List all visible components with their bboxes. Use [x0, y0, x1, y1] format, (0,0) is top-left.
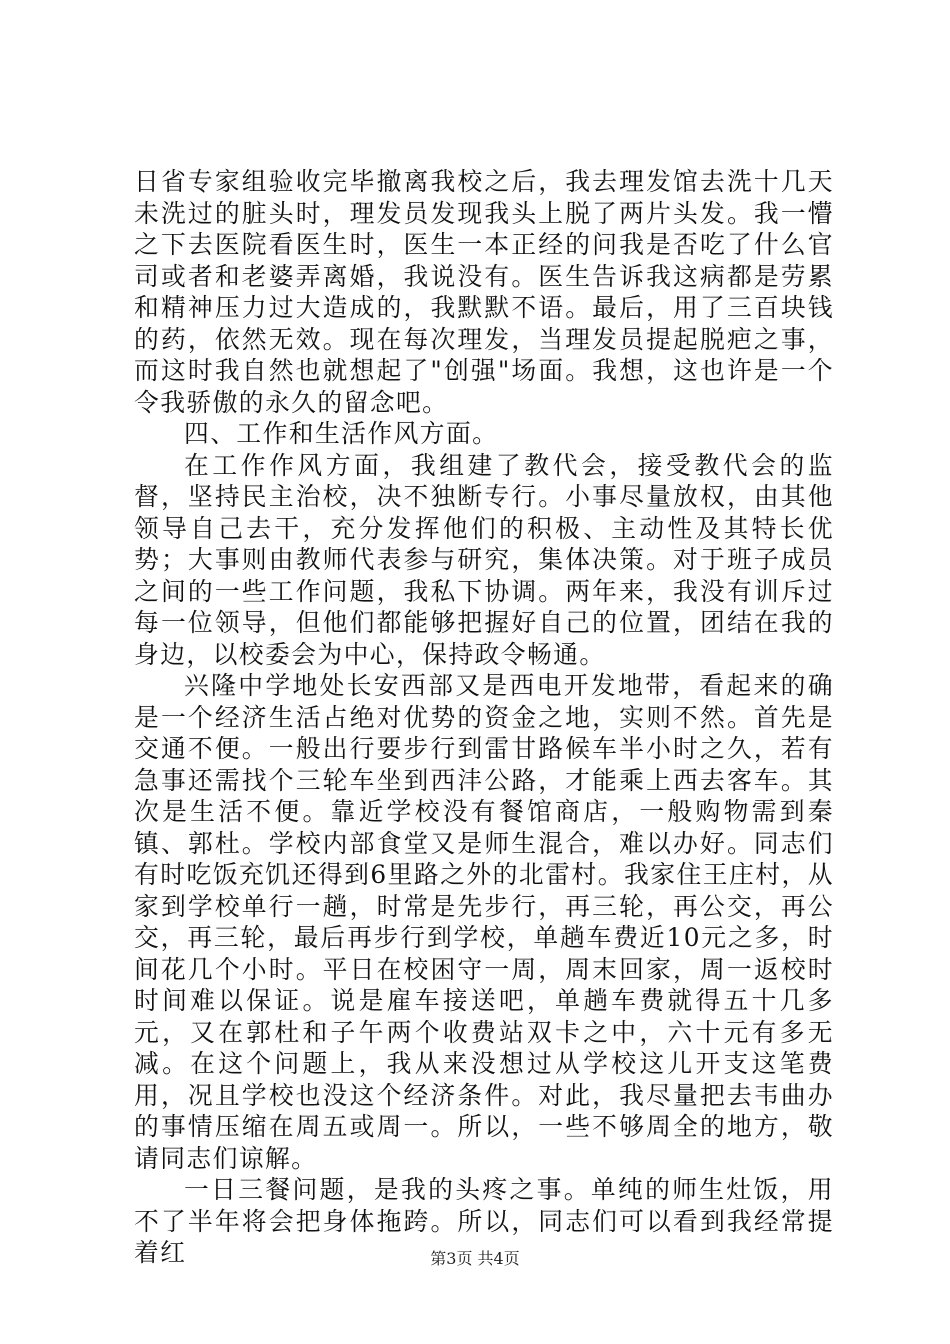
paragraph-meals: 一日三餐问题，是我的头疼之事。单纯的师生灶饭，用不了半年将会把身体拖跨。所以，同志们可以看到我经常提着红	[134, 1175, 834, 1267]
paragraph-living-conditions: 兴隆中学地处长安西部又是西电开发地带，看起来的确是一个经济生活占绝对优势的资金之地，实则不然。首先是交通不便。一般出行要步行到雷甘路候车半小时之久，若有急事还需找个三轮车坐到西沣公路，才能乘上西去客车。其次是生活不便。靠近学校没有餐馆商店，一般购物需到秦镇、郭杜。学校内部食堂又是师生混合，难以办好。同志们有时吃饭充饥还得到6里路之外的北雷村。我家住王庄村，从家到学校单行一趟，时常是先步行，再三轮，再公交，再公交，再三轮，最后再步行到学校，单趟车费近10元之多，时间花几个小时。平日在校困守一周，周末回家，周一返校时时间难以保证。说是雇车接送吧，单趟车费就得五十几多元，又在郭杜和子午两个收费站双卡之中，六十元有多无减。在这个问题上，我从来没想过从学校这儿开支这笔费用，况且学校也没这个经济条件。对此，我尽量把去韦曲办的事情压缩在周五或周一。所以，一些不够周全的地方，敬请同志们谅解。	[134, 671, 834, 1173]
section-heading-work-style: 四、工作和生活作风方面。	[184, 419, 499, 448]
body-text	[134, 166, 834, 1269]
paragraph-continuation: 日省专家组验收完毕撤离我校之后，我去理发馆去洗十几天未洗过的脏头时，理发员发现我头上脱了两片头发。我一懵之下去医院看医生时，医生一本正经的问我是否吃了什么官司或者和老婆弄离婚，我说没有。医生告诉我这病都是劳累和精神压力过大造成的，我默默不语。最后，用了三百块钱的药，依然无效。现在每次理发，当理发员提起脱疤之事，而这时我自然也就想起了"创强"场面。我想，这也许是一个令我骄傲的永久的留念吧。	[134, 167, 834, 417]
page-footer: 第3页 共4页	[430, 1249, 520, 1268]
paragraph-work-style: 在工作作风方面，我组建了教代会，接受教代会的监督，坚持民主治校，决不独断专行。小事尽量放权，由其他领导自己去干，充分发挥他们的积极、主动性及其特长优势；大事则由教师代表参与研究，集体决策。对于班子成员之间的一些工作问题，我私下协调。两年来，我没有训斥过每一位领导，但他们都能够把握好自己的位置，团结在我的身边，以校委会为中心，保持政令畅通。	[134, 450, 834, 669]
